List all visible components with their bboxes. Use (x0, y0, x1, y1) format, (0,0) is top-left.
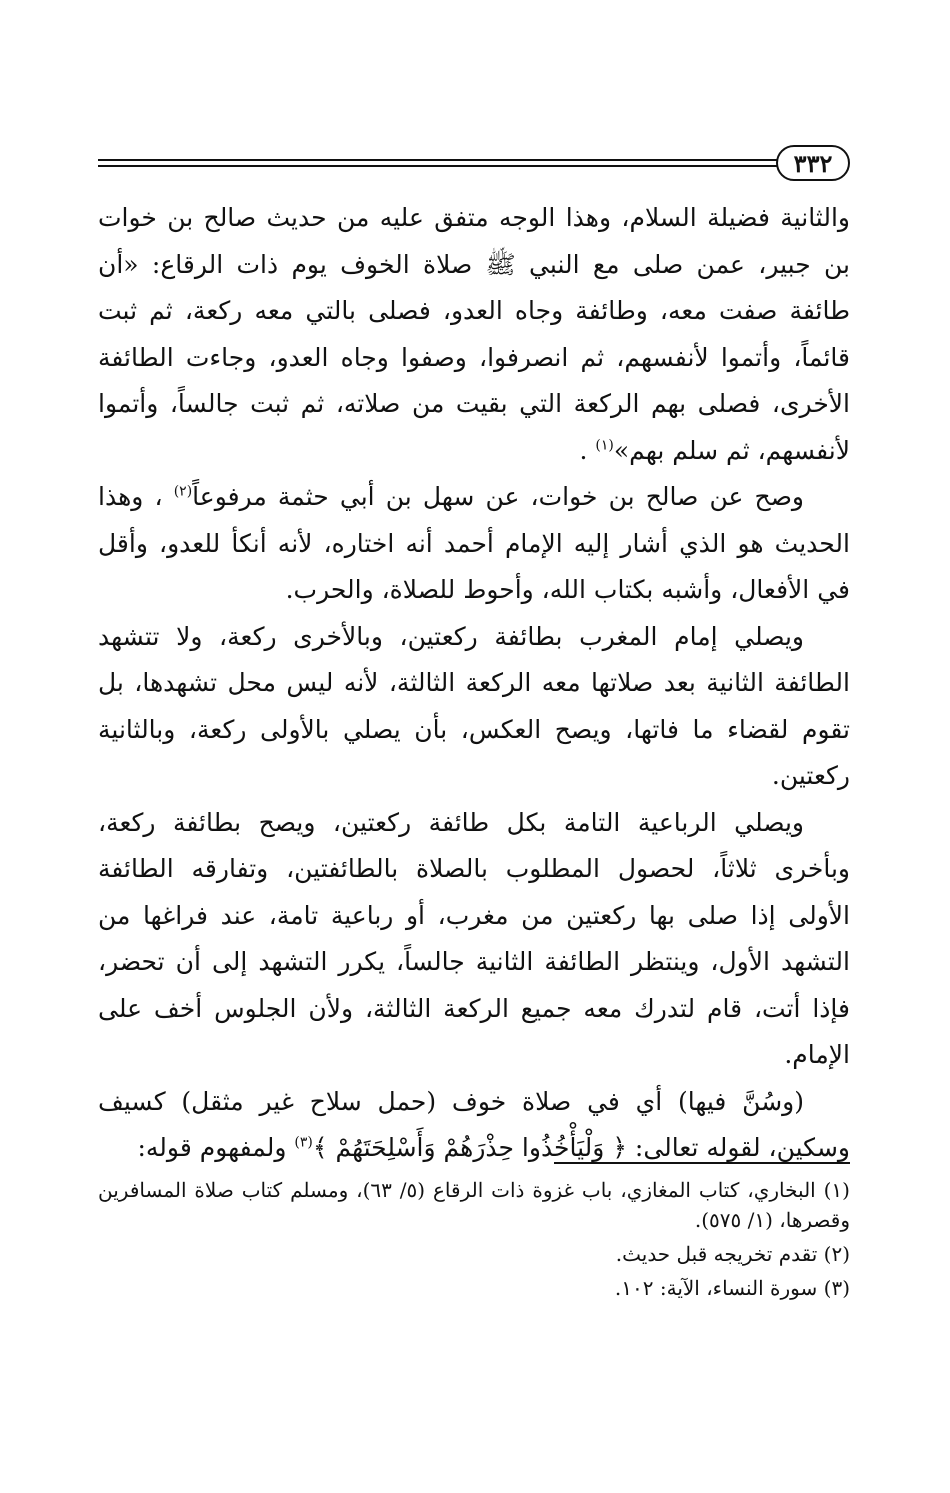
footnote-2: (٢) تقدم تخريجه قبل حديث. (615, 1242, 850, 1266)
footnote-reference: (٢) (173, 483, 193, 500)
paragraph (98, 1079, 850, 1172)
paragraph-text: ، وهذا الحديث هو الذي أشار إليه الإمام أحمد أنه اختاره، لأنه أنكأ للعدو، وأقل في الأفعال، وأشبه بكتاب الله، وأحوط للصلاة، والحرب. (98, 482, 850, 604)
paragraph-text: والثانية فضيلة السلام، وهذا الوجه متفق عليه من حديث صالح بن خوات بن جبير، عمن صلى مع النبي ﷺ صلاة الخوف يوم ذات الرقاع: «أن طائفة صفت معه، وطائفة وجاه العدو، فصلى بالتي معه ركعة، ثم ثبت قائماً، وأتموا لأنفسهم، ثم انصرفوا، وصفوا وجاه العدو، وجاءت الطائفة الأخرى، فصلى بهم الركعة التي بقيت من صلاته، ثم ثبت جالساً، وأتموا لأنفسهم، ثم سلم بهم» (98, 203, 850, 465)
footnote-separator (554, 1162, 850, 1164)
header-double-rule (98, 159, 778, 167)
page-number: ٣٣٢ (776, 145, 850, 181)
paragraph-text: ويصلي الرباعية التامة بكل طائفة ركعتين، ويصح بطائفة ركعة، وبأخرى ثلاثاً، لحصول المطلوب بالصلاة بالطائفتين، وتفارقه الطائفة الأولى إذا صلى بها ركعتين من مغرب، أو رباعية تامة، عند فراغها من التشهد الأول، وينتظر الطائفة الثانية جالساً، يكرر التشهد إلى أن تحضر، فإذا أتت، قام لتدرك معه جميع الركعة الثالثة، ولأن الجلوس أخف على الإمام. (98, 807, 851, 1069)
paragraph-text: ولمفهوم قوله: (137, 1133, 295, 1162)
quran-verse: ﴿ وَلْيَأْخُذُوا حِذْرَهُمْ وَأَسْلِحَتَهُمْ ﴾ (312, 1133, 627, 1162)
paragraph-text: وصح عن صالح بن خوات، عن سهل بن أبي حثمة مرفوعاً (192, 482, 804, 511)
paragraph (98, 614, 850, 800)
paragraph-text: (وسُنَّ فيها) أي في صلاة خوف (حمل سلاح غير مثقل) كسيف وسكين، لقوله تعالى: (98, 1086, 850, 1162)
footnote-reference: (١) (595, 437, 614, 454)
footnote-1: (١) البخاري، كتاب المغازي، باب غزوة ذات الرقاع (٥/ ٦٣)، ومسلم كتاب صلاة المسافرين وقصرها، (١/ ٥٧٥). (98, 1178, 850, 1232)
page-header (98, 145, 850, 189)
paragraph (98, 800, 850, 1079)
footnotes (98, 1175, 850, 1307)
paragraph-text: ويصلي إمام المغرب بطائفة ركعتين، وبالأخرى ركعة، ولا تتشهد الطائفة الثانية بعد صلاتها معه الركعة الثالثة، لأنه ليس محل تشهدها، بل تقوم لقضاء ما فاتها، ويصح العكس، بأن يصلي بالأولى ركعة، وبالثانية ركعتين. (98, 621, 850, 790)
main-text (98, 195, 850, 1172)
paragraph (98, 474, 850, 614)
footnote-3: (٣) سورة النساء، الآية: ١٠٢. (614, 1276, 850, 1300)
book-page (98, 145, 850, 1355)
paragraph (98, 195, 850, 474)
paragraph-text: . (579, 435, 596, 465)
footnote-reference: (٣) (294, 1134, 313, 1151)
